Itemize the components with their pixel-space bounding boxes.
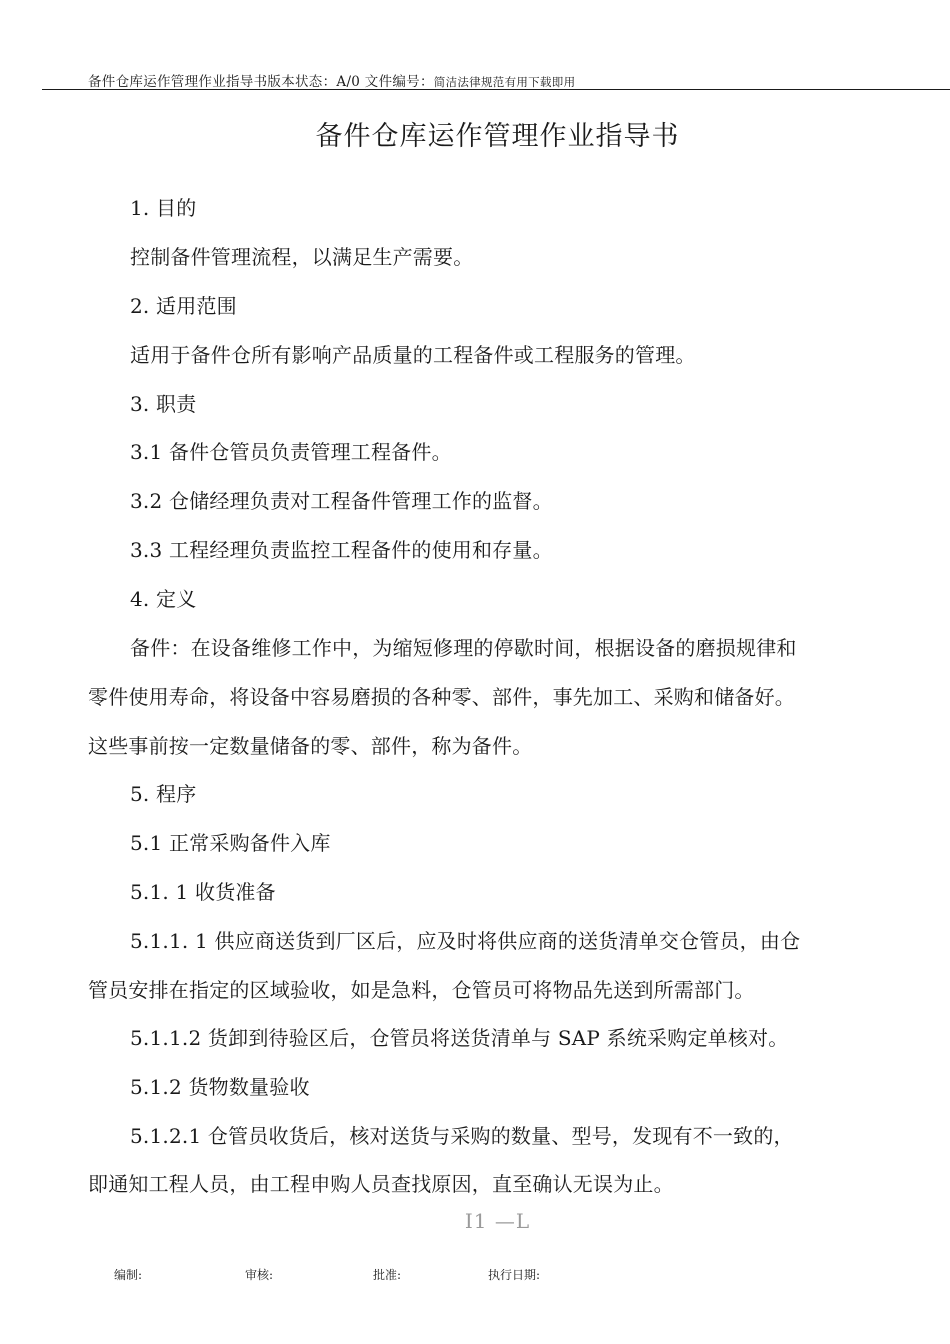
subsection-heading: 5.1 正常采购备件入库 [130, 831, 331, 855]
paragraph-continued: 零件使用寿命，将设备中容易磨损的各种零、部件，事先加工、采购和储备好。 [88, 685, 795, 709]
paragraph: 控制备件管理流程，以满足生产需要。 [130, 245, 474, 269]
subsection-heading: 5.1. 1 收货准备 [130, 880, 276, 904]
subsection-heading: 5.1.2 货物数量验收 [130, 1075, 310, 1099]
document-header [88, 70, 575, 90]
footer-approved-label: 批准: [373, 1268, 402, 1282]
footer-reviewed-label: 审核: [245, 1268, 274, 1282]
paragraph-continued: 即通知工程人员，由工程申购人员查找原因，直至确认无误为止。 [88, 1172, 674, 1196]
section-heading-procedure: 5. 程序 [130, 782, 197, 806]
header-divider [42, 89, 950, 90]
section-heading-purpose: 1. 目的 [130, 196, 197, 220]
footer-prepared-label: 编制: [114, 1268, 143, 1282]
paragraph: 3.1 备件仓管员负责管理工程备件。 [130, 440, 452, 464]
paragraph: 3.3 工程经理负责监控工程备件的使用和存量。 [130, 538, 553, 562]
section-heading-scope: 2. 适用范围 [130, 294, 237, 318]
paragraph: 备件：在设备维修工作中，为缩短修理的停歇时间，根据设备的磨损规律和 [130, 636, 797, 660]
paragraph-continued: 管员安排在指定的区域验收，如是急料，仓管员可将物品先送到所需部门。 [88, 978, 755, 1002]
paragraph: 3.2 仓储经理负责对工程备件管理工作的监督。 [130, 489, 553, 513]
document-title: 备件仓库运作管理作业指导书 [315, 121, 680, 152]
paragraph: 5.1.1. 1 供应商送货到厂区后，应及时将供应商的送货清单交仓管员，由仓 [130, 929, 801, 953]
paragraph: 5.1.2.1 仓管员收货后，核对送货与采购的数量、型号，发现有不一致的， [130, 1124, 794, 1148]
paragraph: 5.1.1.2 货卸到待验区后，仓管员将送货清单与 SAP 系统采购定单核对。 [130, 1026, 789, 1050]
section-heading-responsibilities: 3. 职责 [130, 392, 197, 416]
header-note: 简洁法律规范有用下载即用 [433, 75, 576, 89]
footer-effective-date-label: 执行日期: [488, 1268, 541, 1282]
page-number: I1 —L [464, 1209, 531, 1233]
paragraph: 适用于备件仓所有影响产品质量的工程备件或工程服务的管理。 [130, 343, 696, 367]
paragraph-continued: 这些事前按一定数量储备的零、部件，称为备件。 [88, 734, 533, 758]
header-text: 备件仓库运作管理作业指导书版本状态：A/0 文件编号： [88, 74, 434, 90]
section-heading-definitions: 4. 定义 [130, 587, 197, 611]
